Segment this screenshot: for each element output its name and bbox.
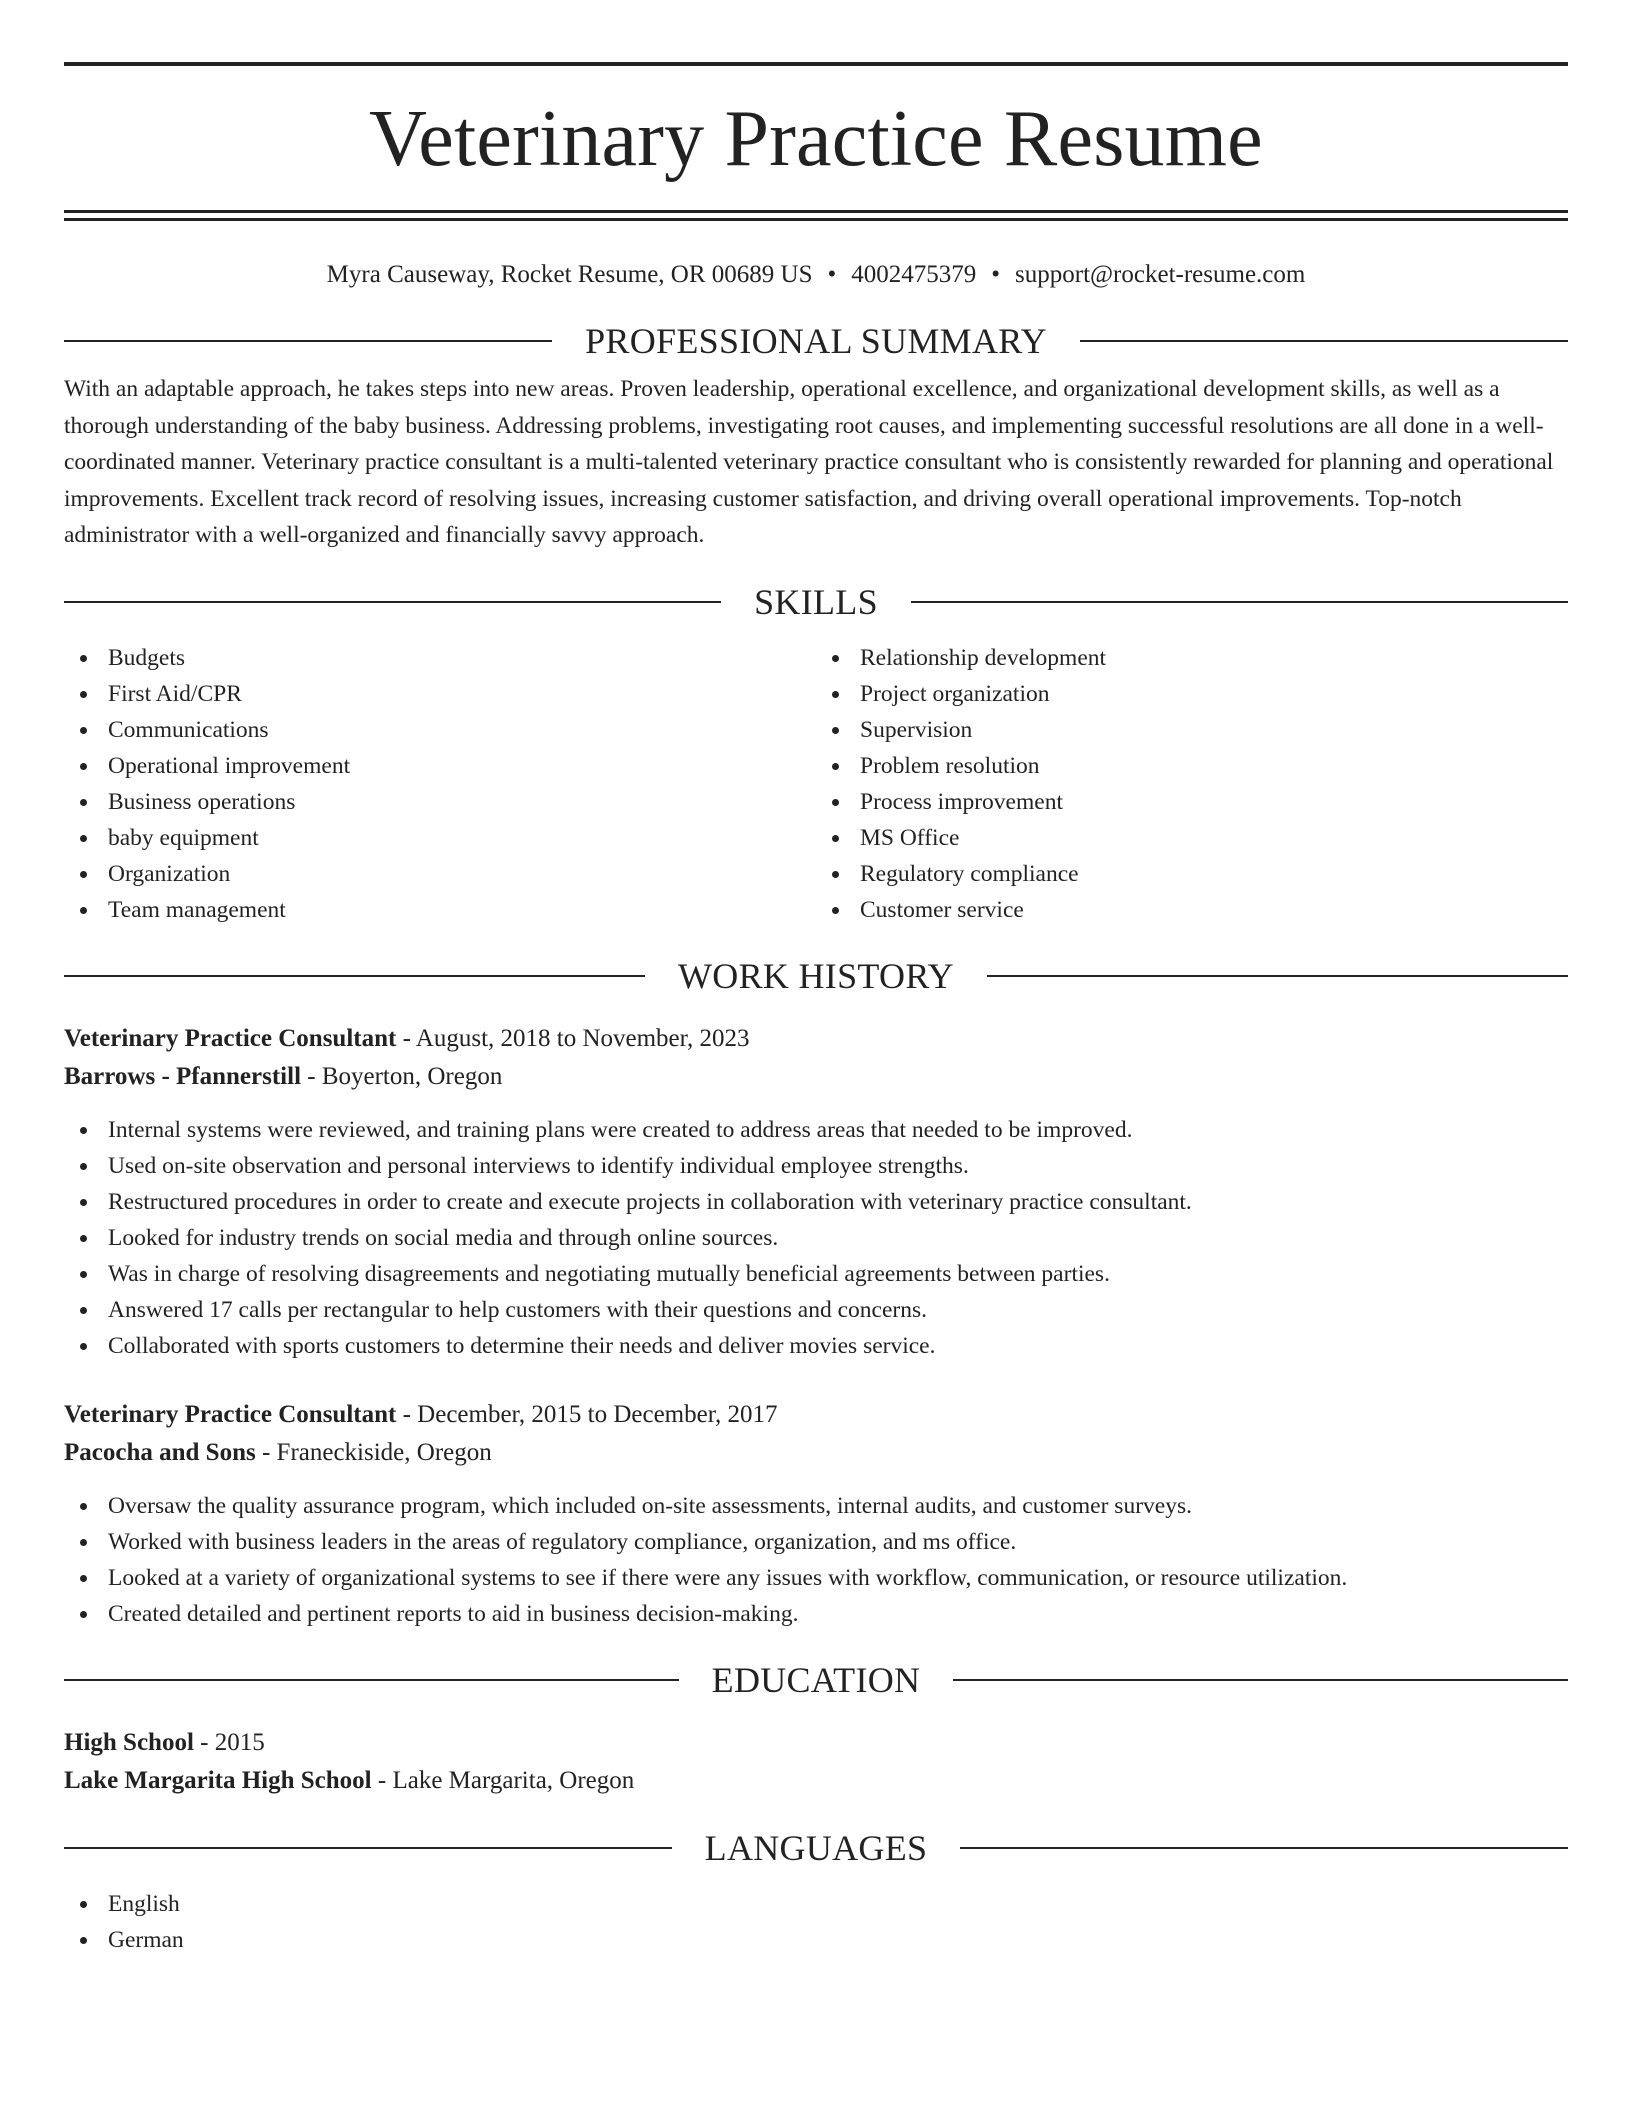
skills-column-right xyxy=(816,640,1568,928)
job-duty-item: Oversaw the quality assurance program, which included on-site assessments, internal audits, and customer surveys. xyxy=(64,1488,1568,1524)
summary-heading-label: PROFESSIONAL SUMMARY xyxy=(585,321,1047,361)
job-title-line xyxy=(64,1396,1568,1434)
skill-item: Project organization xyxy=(816,676,1568,712)
skill-item: Process improvement xyxy=(816,784,1568,820)
resume-page xyxy=(64,0,1568,1958)
job-location: - Franeckiside, Oregon xyxy=(255,1438,492,1466)
skill-item: Team management xyxy=(64,892,816,928)
languages-heading xyxy=(64,1827,1568,1868)
skill-item: Supervision xyxy=(816,712,1568,748)
job-company: Pacocha and Sons xyxy=(64,1438,256,1466)
job-duties xyxy=(64,1488,1568,1632)
job-duty-item: Internal systems were reviewed, and training plans were created to address areas that needed to be improved. xyxy=(64,1112,1568,1148)
languages-list xyxy=(64,1886,1568,1958)
contact-address: Myra Causeway, Rocket Resume, OR 00689 US xyxy=(326,261,813,288)
education-school: Lake Margarita High School xyxy=(64,1766,372,1794)
job-duties xyxy=(64,1112,1568,1364)
skill-item: Problem resolution xyxy=(816,748,1568,784)
job-duty-item: Was in charge of resolving disagreements and negotiating mutually beneficial agreements between parties. xyxy=(64,1256,1568,1292)
job-dates: - December, 2015 to December, 2017 xyxy=(396,1400,778,1428)
job-duty-item: Worked with business leaders in the areas of regulatory compliance, organization, and ms office. xyxy=(64,1524,1568,1560)
heading-rule-right xyxy=(960,1847,1568,1849)
heading-rule-right xyxy=(1080,340,1568,342)
job-duty-item: Collaborated with sports customers to determine their needs and deliver movies service. xyxy=(64,1328,1568,1364)
job-entry xyxy=(64,1396,1568,1632)
contact-line xyxy=(64,257,1568,293)
skill-item: Operational improvement xyxy=(64,748,816,784)
contact-email[interactable]: support@rocket-resume.com xyxy=(1015,261,1306,288)
contact-separator: • xyxy=(991,261,1001,288)
skill-item: MS Office xyxy=(816,820,1568,856)
job-duty-item: Looked at a variety of organizational systems to see if there were any issues with workflow, communication, or resource utilization. xyxy=(64,1560,1568,1596)
job-dates: - August, 2018 to November, 2023 xyxy=(396,1024,750,1052)
work-heading-label: WORK HISTORY xyxy=(678,955,954,996)
resume-title: Veterinary Practice Resume xyxy=(369,95,1263,183)
summary-text: With an adaptable approach, he takes steps into new areas. Proven leadership, operational excellence, and organizational development skills, as well as a thorough understanding of the baby business. Addressing problems, investigating root causes, and implementing successful resolutions are all done in a well-coordinated manner. Veterinary practice consultant is a multi-talented veterinary practice consultant who is consistently rewarded for planning and operational improvements. Excellent track record of resolving issues, increasing customer satisfaction, and driving overall operational improvements. Top-notch administrator with a well-organized and financially savvy approach. xyxy=(64,376,1554,548)
job-company-line xyxy=(64,1434,1568,1472)
skill-item: Communications xyxy=(64,712,816,748)
heading-rule-right xyxy=(911,601,1568,603)
skills-heading-label: SKILLS xyxy=(754,581,878,622)
language-item: English xyxy=(64,1886,1568,1922)
education-school-line xyxy=(64,1762,1568,1800)
job-duty-item: Restructured procedures in order to create and execute projects in collaboration with veterinary practice consultant. xyxy=(64,1184,1568,1220)
languages-heading-label: LANGUAGES xyxy=(704,1827,928,1868)
job-company: Barrows - Pfannerstill xyxy=(64,1062,302,1090)
skill-item: baby equipment xyxy=(64,820,816,856)
skills-list xyxy=(64,640,1568,928)
heading-rule-left xyxy=(64,601,721,603)
job-entry xyxy=(64,1020,1568,1364)
summary-heading xyxy=(64,323,1568,359)
skills-heading xyxy=(64,581,1568,622)
heading-rule-left xyxy=(64,975,645,977)
skill-item: Organization xyxy=(64,856,816,892)
title-double-rule xyxy=(64,210,1568,221)
job-location: - Boyerton, Oregon xyxy=(301,1062,503,1090)
education-year: - 2015 xyxy=(193,1728,265,1756)
contact-phone: 4002475379 xyxy=(851,261,977,288)
job-duty-item: Used on-site observation and personal interviews to identify individual employee strengths. xyxy=(64,1148,1568,1184)
job-title-line xyxy=(64,1020,1568,1058)
job-company-line xyxy=(64,1058,1568,1096)
heading-rule-right xyxy=(987,975,1568,977)
language-item: German xyxy=(64,1922,1568,1958)
work-heading xyxy=(64,955,1568,996)
education-entry xyxy=(64,1724,1568,1800)
education-heading-label: EDUCATION xyxy=(711,1659,921,1700)
job-duty-item: Looked for industry trends on social media and through online sources. xyxy=(64,1220,1568,1256)
heading-rule-right xyxy=(953,1679,1568,1681)
education-heading xyxy=(64,1659,1568,1700)
job-duty-item: Created detailed and pertinent reports to aid in business decision-making. xyxy=(64,1596,1568,1632)
job-duty-item: Answered 17 calls per rectangular to help customers with their questions and concerns. xyxy=(64,1292,1568,1328)
job-title: Veterinary Practice Consultant xyxy=(64,1024,397,1052)
skill-item: First Aid/CPR xyxy=(64,676,816,712)
education-degree-line xyxy=(64,1724,1568,1762)
education-location: - Lake Margarita, Oregon xyxy=(371,1766,635,1794)
education-degree: High School xyxy=(64,1728,194,1756)
heading-rule-left xyxy=(64,1847,672,1849)
skill-item: Business operations xyxy=(64,784,816,820)
skill-item: Regulatory compliance xyxy=(816,856,1568,892)
job-title: Veterinary Practice Consultant xyxy=(64,1400,397,1428)
skill-item: Customer service xyxy=(816,892,1568,928)
skill-item: Budgets xyxy=(64,640,816,676)
heading-rule-left xyxy=(64,340,552,342)
contact-separator: • xyxy=(827,261,837,288)
heading-rule-left xyxy=(64,1679,679,1681)
skills-column-left xyxy=(64,640,816,928)
skill-item: Relationship development xyxy=(816,640,1568,676)
